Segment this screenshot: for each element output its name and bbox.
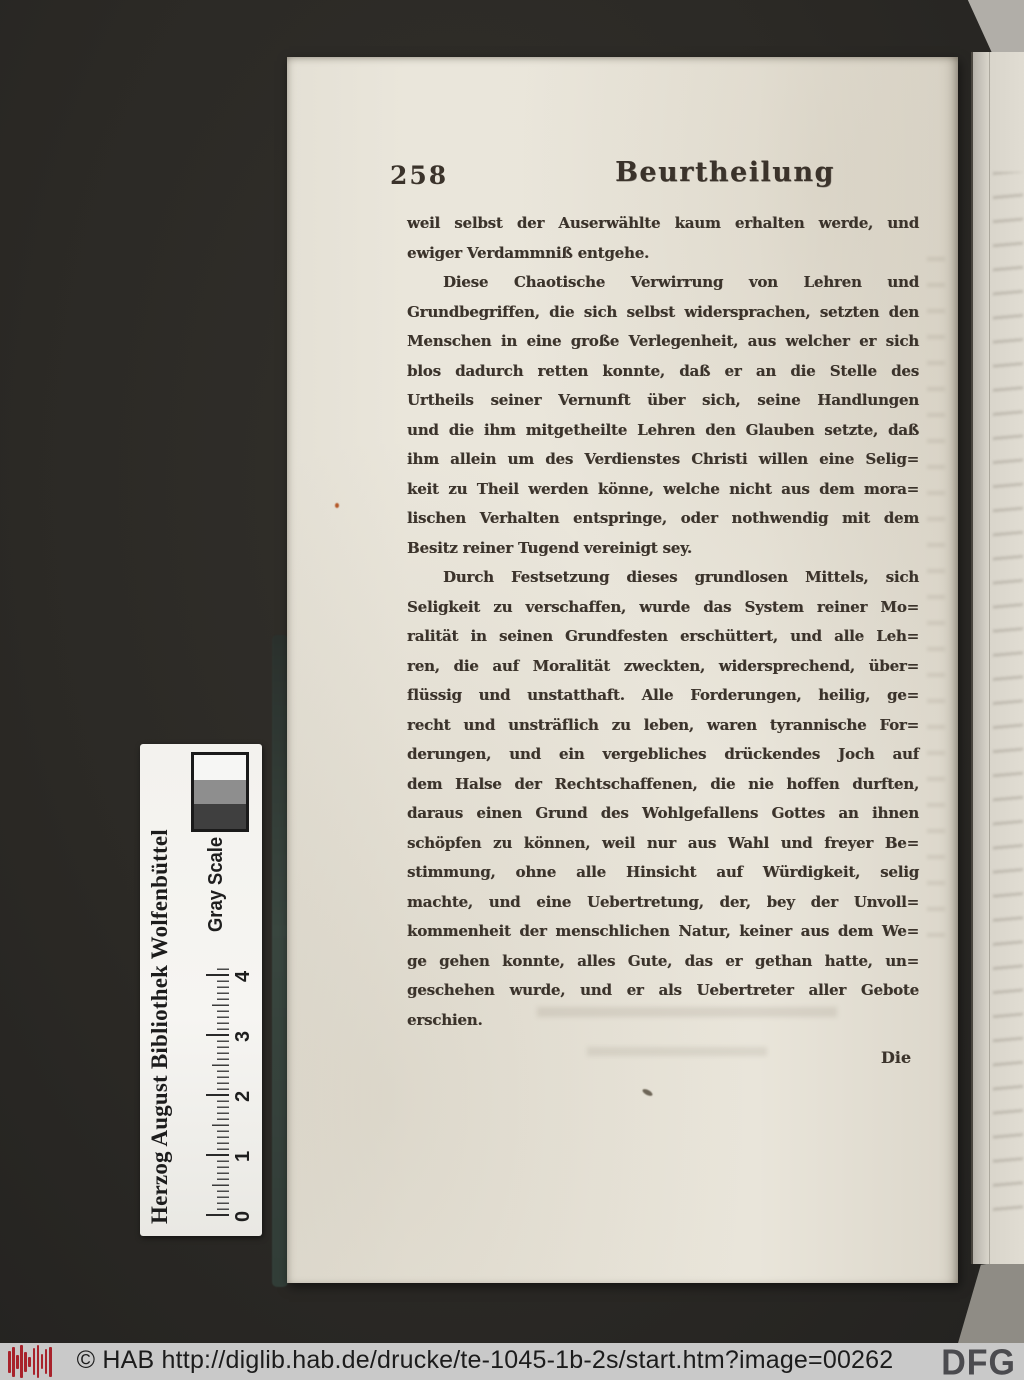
- showthrough-smudge: [927, 257, 945, 957]
- gray-swatch: [194, 804, 246, 829]
- text-line: Grundbegriffen, die sich selbst widersprachen, setzten den: [407, 302, 919, 321]
- text-line: schöpfen zu können, weil nur aus Wahl und freyer Be=: [407, 833, 919, 852]
- page-number: 258: [390, 161, 449, 190]
- gray-scale-label: Gray Scale: [205, 836, 227, 932]
- text-line: kommenheit der menschlichen Natur, keiner aus dem We=: [407, 922, 919, 940]
- ruler-numbers: [231, 942, 255, 1224]
- ruler-number: 3: [232, 1030, 254, 1042]
- scanned-page: [287, 57, 958, 1283]
- gray-scale-swatches: [191, 752, 249, 832]
- copyright-url-text: © HAB http://diglib.hab.de/drucke/te-1045-1b-2s/start.htm?image=00262: [76, 1346, 894, 1374]
- logo-bar: [41, 1354, 44, 1369]
- hab-barcode-logo-icon: [8, 1345, 52, 1378]
- library-name-label: Herzog August Bibliothek Wolfenbüttel: [147, 829, 172, 1224]
- showthrough-smudge: [537, 1007, 837, 1017]
- text-line: machte, und eine Uebertretung, der, bey der Unvoll=: [407, 892, 919, 911]
- text-line: erschien.: [407, 1010, 483, 1029]
- logo-bar: [12, 1347, 15, 1377]
- text-line: ge gehen konnte, alles Gute, das er gethan hatte, un=: [407, 951, 919, 970]
- book-fore-edge: [272, 635, 288, 1287]
- card-scale-row: [187, 754, 257, 1224]
- logo-bar: [45, 1349, 48, 1374]
- grayscale-reference-card: [140, 744, 262, 1236]
- logo-bar: [20, 1345, 23, 1378]
- logo-bar: [16, 1355, 19, 1369]
- ruler-number: 2: [232, 1090, 254, 1102]
- text-line: flüssig und unstatthaft. Alle Forderungen, heilig, ge=: [407, 686, 919, 704]
- body-text: [407, 209, 919, 1035]
- logo-bar: [8, 1351, 11, 1373]
- text-line: derungen, und ein vergebliches drückendes Joch auf: [407, 745, 919, 763]
- running-title: Beurtheilung: [615, 157, 835, 188]
- viewer-footer-bar: [0, 1343, 1024, 1380]
- text-line: geschehen wurde, und er als Uebertreter aller Gebote: [407, 981, 919, 999]
- cm-ruler: [191, 942, 255, 1224]
- text-line: blos dadurch retten konnte, daß er an die Stelle des: [407, 361, 919, 380]
- text-line: ralität in seinen Grundfesten erschüttert, und alle Leh=: [407, 627, 919, 645]
- foxing-spot: [335, 503, 339, 508]
- text-line: ihm allein um des Verdienstes Christi willen eine Selig=: [407, 450, 919, 468]
- ruler-number: 4: [232, 970, 254, 982]
- text-line: recht und unsträflich zu leben, waren tyrannische For=: [407, 715, 919, 734]
- text-line: lischen Verhalten entspringe, oder nothwendig mit dem: [407, 509, 919, 527]
- text-line: keit zu Theil werden könne, welche nicht aus dem mora=: [407, 479, 919, 498]
- logo-bar: [28, 1357, 31, 1367]
- scanner-cradle-bottom-right: [952, 1258, 1024, 1344]
- next-page-edge: [971, 52, 1024, 1264]
- text-line: und die ihm mitgetheilte Lehren den Glauben setzte, daß: [407, 420, 919, 439]
- text-line: stimmung, ohne alle Hinsicht auf Würdigkeit, selig: [407, 863, 919, 881]
- text-line: Menschen in eine große Verlegenheit, aus welcher er sich: [407, 332, 919, 350]
- catchword: Die: [880, 1048, 911, 1067]
- text-line: Urtheils seiner Vernunft über sich, seine Handlungen: [407, 391, 919, 409]
- ruler-number: 1: [232, 1150, 254, 1162]
- logo-bar: [24, 1352, 27, 1372]
- text-line: Besitz reiner Tugend vereinigt sey.: [407, 538, 692, 557]
- ink-mark: [641, 1088, 653, 1098]
- scanner-cradle-top-right: [952, 0, 1024, 60]
- logo-bar: [33, 1348, 36, 1375]
- ruler-major-ticks: [206, 962, 229, 1216]
- gray-swatch: [194, 755, 246, 780]
- text-line: Durch Festsetzung dieses grundlosen Mittels, sich: [443, 568, 919, 586]
- text-line: daraus einen Grund des Wohlgefallens Gottes an ihnen: [407, 804, 919, 822]
- dfg-logo: DFG: [941, 1343, 1016, 1380]
- text-line: Diese Chaotische Verwirrung von Lehren und: [443, 273, 919, 291]
- logo-bar: [37, 1345, 40, 1378]
- gray-swatch: [194, 780, 246, 805]
- text-line: ren, die auf Moralität zweckten, widersprechend, über=: [407, 656, 919, 675]
- text-line: Seligkeit zu verschaffen, wurde das System reiner Mo=: [407, 597, 919, 616]
- grayscale-card-content: [143, 750, 259, 1230]
- text-line: dem Halse der Rechtschaffenen, die nie hoffen durften,: [407, 774, 919, 793]
- text-line: ewiger Verdammniß entgehe.: [407, 243, 650, 262]
- page-header-row: [390, 157, 902, 191]
- showthrough-smudge: [587, 1047, 767, 1056]
- ruler-number: 0: [232, 1210, 254, 1222]
- logo-bar: [49, 1347, 52, 1377]
- text-line: weil selbst der Auserwählte kaum erhalten werde, und: [407, 214, 919, 232]
